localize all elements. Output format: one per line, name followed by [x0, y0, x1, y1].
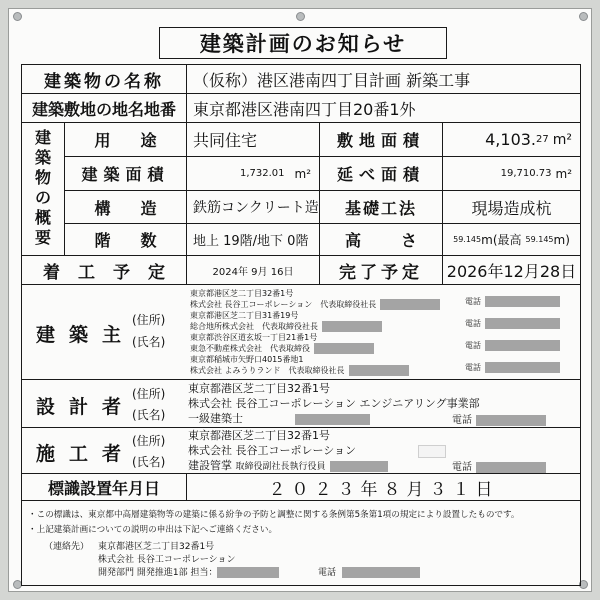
height-max-open: (最高 [492, 233, 522, 247]
height-value: 59.145 [453, 235, 482, 244]
total-floor-area-value-cell [442, 156, 581, 191]
builder-label: 施工者 [36, 443, 136, 465]
designer-label: 設計者 [36, 396, 136, 418]
owner-entry-3-address: 東京都渋谷区道玄坂一丁目21番1号 [190, 333, 318, 342]
builder-name-label: (氏名) [132, 455, 166, 469]
use-value-cell [186, 122, 320, 157]
notes-line-1: ・この標識は、東京都中高層建築物等の建築に係る紛争の予防と調整に関する条例第5条第1項の規定により設置したものです。 [28, 510, 520, 520]
foundation-value-cell [442, 190, 581, 224]
designer-person: 一級建築士 [188, 412, 243, 425]
page-title: 建築計画のお知らせ [199, 32, 407, 56]
building-name-label-cell [21, 64, 187, 94]
start-label: 着工予定 [43, 262, 183, 283]
contact-phone-label: 電話 [318, 568, 337, 578]
outline-label: 建築物の概要 [34, 128, 51, 247]
structure-label: 構造 [94, 198, 187, 218]
builder-phone-label: 電話 [452, 462, 472, 473]
notes-section [21, 500, 581, 586]
redacted-owner-3-phone [485, 340, 560, 351]
owner-section [21, 284, 581, 380]
structure-value-cell [186, 190, 320, 224]
site-address-label: 建築敷地の地名地番 [31, 99, 176, 119]
redacted-owner-1-phone [485, 296, 560, 307]
builder-hidden-field [418, 445, 446, 458]
floors-label-cell [64, 223, 187, 256]
screw-top-right [579, 12, 588, 21]
building-name-label: 建築物の名称 [44, 71, 164, 92]
site-area-value-cell [442, 122, 581, 157]
owner-addr-label: (住所) [132, 313, 166, 327]
building-area-label-cell [64, 156, 187, 191]
owner-name-label: (氏名) [132, 335, 166, 349]
site-address-value: 東京都港区港南四丁目20番1外 [193, 99, 416, 119]
total-floor-area-value: 19,710.73 [500, 168, 552, 179]
designer-addr-label: (住所) [132, 387, 166, 401]
redacted-contact-person [217, 567, 279, 578]
site-address-label-cell [21, 93, 187, 123]
floors-label: 階数 [94, 231, 187, 250]
designer-name-label: (氏名) [132, 408, 166, 422]
foundation-label-cell [319, 190, 443, 224]
builder-section [21, 427, 581, 474]
use-label-cell [64, 122, 187, 157]
owner-entry-4-name: 株式会社 よみうりランド 代表取締役社長 [190, 366, 345, 375]
completion-label-cell [319, 255, 443, 285]
sign-date-value: ２０２３年８月３１日 [268, 479, 499, 500]
site-area-label-cell [319, 122, 443, 157]
building-area-label: 建築面積 [81, 165, 170, 184]
building-area-value-cell [186, 156, 320, 191]
start-label-cell [21, 255, 187, 285]
site-area-decimal: 27 [536, 134, 549, 145]
owner-entry-3-phone-label: 電話 [465, 341, 481, 350]
redacted-owner-2-name [322, 321, 382, 332]
redacted-builder-phone [476, 462, 546, 473]
redacted-owner-3-name [314, 343, 374, 354]
floors-value: 地上 19階/地下 0階 [193, 234, 309, 249]
owner-entry-2 [190, 310, 560, 332]
foundation-value: 現場造成杭 [471, 198, 552, 218]
sign-date-value-cell [186, 473, 581, 501]
builder-person-prefix: 建設管掌 [188, 459, 232, 472]
owner-entry-3 [190, 332, 560, 354]
structure-value: 鉄筋コンクリート造 [193, 200, 319, 216]
contact-label: （連絡先） [44, 542, 90, 552]
start-value-cell [186, 255, 320, 285]
structure-label-cell [64, 190, 187, 224]
height-unit: m [481, 232, 493, 247]
owner-entry-2-name: 総合地所株式会社 代表取締役社長 [190, 322, 318, 331]
redacted-owner-2-phone [485, 318, 560, 329]
designer-section [21, 379, 581, 428]
total-floor-area-unit: m² [555, 166, 572, 181]
designer-address: 東京都港区芝二丁目32番1号 [188, 382, 330, 395]
start-value: 2024年 9月 16日 [212, 266, 294, 278]
contact-address: 東京都港区芝二丁目32番1号 [98, 542, 215, 552]
owner-entry-2-phone-label: 電話 [465, 319, 481, 328]
designer-phone-label: 電話 [452, 415, 472, 426]
sign-date-label-cell [21, 473, 187, 501]
building-area-unit: m² [294, 166, 311, 181]
total-floor-area-label: 延べ面積 [336, 165, 425, 184]
designer-company: 株式会社 長谷工コーポレーション エンジニアリング事業部 [188, 397, 480, 410]
height-max-value: 59.145 [525, 235, 554, 244]
completion-value: 2026年12月28日 [446, 261, 577, 281]
redacted-builder-name [330, 461, 388, 472]
sign-date-label: 標識設置年月日 [47, 478, 160, 498]
site-area-value: 4,103. [485, 130, 537, 149]
height-max-close: m) [553, 232, 570, 247]
owner-entry-3-name: 東急不動産株式会社 代表取締役 [190, 344, 310, 353]
builder-company: 株式会社 長谷工コーポレーション [188, 444, 357, 457]
floors-value-cell [186, 223, 320, 256]
redacted-owner-4-phone [485, 362, 560, 373]
notice-board [8, 8, 592, 592]
redacted-contact-phone [342, 567, 420, 578]
completion-value-cell [442, 255, 581, 285]
owner-label: 建築主 [36, 324, 136, 346]
screw-top-left [13, 12, 22, 21]
height-label-cell [319, 223, 457, 256]
owner-entry-1 [190, 288, 560, 310]
outline-label-cell [21, 122, 65, 256]
site-address-value-cell [186, 93, 581, 123]
owner-entry-4-address: 東京都稲城市矢野口4015番地1 [190, 355, 304, 364]
site-area-unit: m² [552, 131, 572, 148]
owner-entry-1-name: 株式会社 長谷工コーポレーション 代表取締役社長 [190, 300, 377, 309]
owner-entry-1-phone-label: 電話 [465, 297, 481, 306]
foundation-label: 基礎工法 [344, 198, 417, 218]
completion-label: 完了予定 [339, 262, 423, 283]
total-floor-area-label-cell [319, 156, 443, 191]
owner-entry-4-phone-label: 電話 [465, 363, 481, 372]
building-name-value: （仮称）港区港南四丁目計画 新築工事 [193, 70, 471, 90]
redacted-designer-name [295, 414, 370, 425]
owner-entry-4 [190, 354, 560, 376]
owner-entry-1-address: 東京都港区芝二丁目32番1号 [190, 289, 294, 298]
height-value-cell [442, 223, 581, 256]
owner-entry-2-address: 東京都港区芝二丁目31番19号 [190, 311, 299, 320]
use-label: 用途 [94, 131, 187, 150]
builder-person-title: 取締役副社長執行役員 [235, 462, 326, 472]
redacted-owner-1-name [380, 299, 440, 310]
redacted-owner-4-name [349, 365, 409, 376]
notes-line-2: ・上記建築計画についての説明の申出は下記へご連絡ください。 [28, 525, 278, 535]
contact-dept: 開発部門 開発推進1部 担当： [98, 568, 218, 578]
redacted-designer-phone [476, 415, 546, 426]
building-area-value: 1,732.01 [239, 168, 285, 179]
height-label: 高さ [344, 231, 457, 250]
title-box [159, 27, 447, 59]
building-name-value-cell [186, 64, 581, 94]
builder-address: 東京都港区芝二丁目32番1号 [188, 429, 330, 442]
contact-company: 株式会社 長谷工コーポレーション [98, 555, 236, 565]
use-value: 共同住宅 [193, 131, 258, 150]
site-area-label: 敷地面積 [336, 131, 425, 150]
builder-addr-label: (住所) [132, 434, 166, 448]
screw-top-center [296, 12, 305, 21]
